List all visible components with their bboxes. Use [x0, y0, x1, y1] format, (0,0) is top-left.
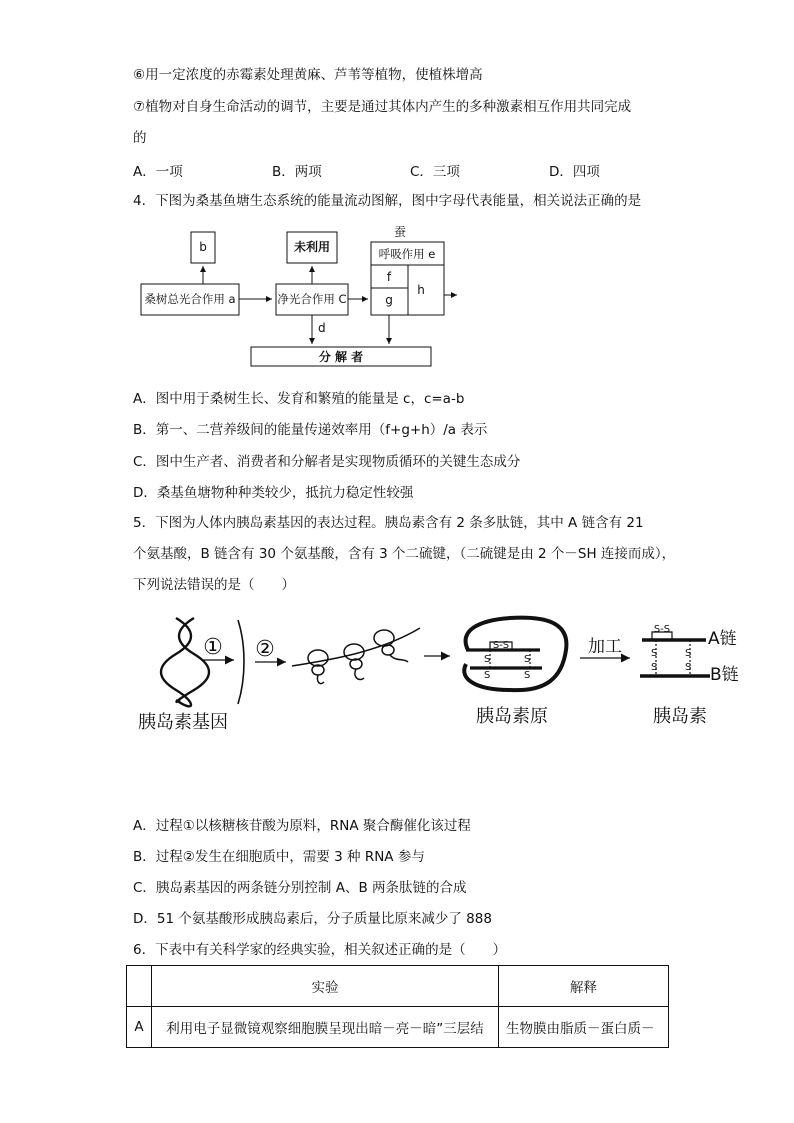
q3-option-d: D．四项 — [549, 164, 600, 180]
label-d: d — [318, 321, 326, 335]
dna-helix-icon — [161, 618, 209, 706]
q5-option-a: A．过程①以核糖核苷酸为原料，RNA 聚合酶催化该过程 — [133, 818, 471, 834]
q5-stem-line-2: 个氨基酸，B 链含有 30 个氨基酸，含有 3 个二硫键，（二硫键是由 2 个－SH 连接而成）， — [133, 546, 676, 562]
ribosome-translation-icon — [292, 628, 420, 684]
label-a-chain: A链 — [708, 629, 737, 649]
label-decomposer: 分 解 者 — [318, 350, 364, 364]
insulin-expression-diagram — [0, 600, 794, 740]
table-header-cell: 解释 — [499, 966, 669, 1007]
q4-stem: 4．下图为桑基鱼塘生态系统的能量流动图解，图中字母代表能量，相关说法正确的是 — [133, 193, 642, 209]
label-h: h — [417, 283, 425, 297]
label-proinsulin-ss-top: S-S — [492, 640, 510, 651]
table-row — [127, 1007, 669, 1048]
q4-option-b: B．第一、二营养级间的能量传递效率用（f+g+h）/a 表示 — [133, 422, 488, 438]
label-b-chain: B链 — [710, 665, 739, 685]
label-proinsulin: 胰岛素原 — [476, 706, 548, 727]
table-cell: 生物膜由脂质－蛋白质－ — [499, 1007, 669, 1048]
q5-option-c: C．胰岛素基因的两条链分别控制 A、B 两条肽链的合成 — [133, 880, 467, 896]
q4-option-d: D．桑基鱼塘物种种类较少，抵抗力稳定性较强 — [133, 485, 414, 501]
label-insulin-ss-top: S-S — [653, 624, 671, 635]
q3-statement-6: ⑥用一定浓度的赤霉素处理黄麻、芦苇等植物，使植株增高 — [133, 67, 483, 83]
table-cell: A — [127, 1007, 152, 1048]
proinsulin-icon — [464, 618, 566, 691]
mrna-strand-icon — [238, 620, 244, 704]
label-f: f — [386, 270, 392, 284]
label-s: S — [484, 654, 491, 665]
insulin-s-labels — [651, 648, 691, 673]
q3-statement-7-cont: 的 — [133, 130, 147, 146]
q4-option-a: A．图中用于桑树生长、发育和繁殖的能量是 c，c=a-b — [133, 391, 465, 407]
label-s: S — [685, 648, 692, 659]
q4-option-c: C．图中生产者、消费者和分解者是实现物质循环的关键生态成分 — [133, 454, 521, 470]
label-step-2: ② — [255, 637, 275, 662]
label-gross-photosynthesis: 桑树总光合作用 a — [144, 292, 236, 306]
q3-statement-7: ⑦植物对自身生命活动的调节，主要是通过其体内产生的多种激素相互作用共同完成 — [133, 99, 632, 115]
label-insulin: 胰岛素 — [653, 706, 707, 727]
label-step-1: ① — [203, 635, 223, 660]
label-s: S — [524, 654, 531, 665]
q3-option-a: A．一项 — [133, 164, 183, 180]
label-g: g — [385, 293, 393, 307]
q5-option-b: B．过程②发生在细胞质中，需要 3 种 RNA 参与 — [133, 849, 425, 865]
label-silkworm: 蚕 — [393, 225, 407, 239]
experiment-table — [126, 965, 669, 1048]
label-s: S — [685, 662, 692, 673]
label-s: S — [484, 670, 491, 681]
label-s: S — [524, 670, 531, 681]
label-net-photosynthesis: 净光合作用 C — [277, 292, 347, 306]
table-header-row — [127, 966, 669, 1007]
table-header-cell — [127, 966, 152, 1007]
label-unused: 未利用 — [293, 240, 331, 254]
label-s: S — [651, 662, 658, 673]
label-processing: 加工 — [588, 637, 622, 657]
q5-stem-line-3: 下列说法错误的是（ ） — [133, 577, 295, 593]
q5-stem-line-1: 5．下图为人体内胰岛素基因的表达过程。胰岛素含有 2 条多肽链，其中 A 链含有 21 — [133, 515, 644, 531]
energy-flow-diagram — [0, 0, 794, 380]
q3-option-c: C．三项 — [410, 164, 460, 180]
q3-option-b: B．两项 — [272, 164, 322, 180]
label-b: b — [199, 240, 207, 254]
label-insulin-gene: 胰岛素基因 — [138, 712, 228, 733]
label-s: S — [651, 648, 658, 659]
q6-stem: 6．下表中有关科学家的经典实验，相关叙述正确的是（ ） — [133, 942, 507, 958]
q5-option-d: D．51 个氨基酸形成胰岛素后，分子质量比原来减少了 888 — [133, 911, 492, 927]
label-respiration: 呼吸作用 e — [378, 247, 436, 261]
table-cell: 利用电子显微镜观察细胞膜呈现出暗－亮－暗”三层结 — [152, 1007, 499, 1048]
table-header-cell: 实验 — [152, 966, 499, 1007]
